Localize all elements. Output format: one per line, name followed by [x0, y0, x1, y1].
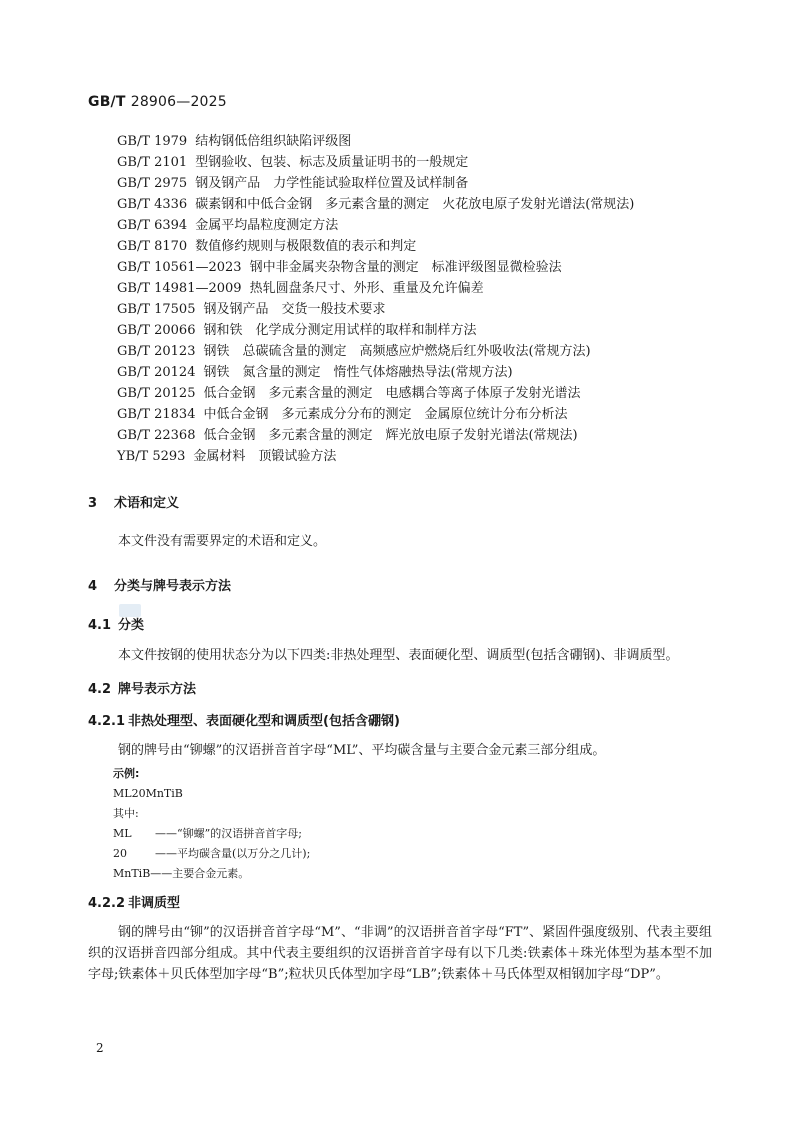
example-label: 示例:	[113, 767, 140, 780]
section-title: 非热处理型、表面硬化型和调质型(包括含硼钢)	[128, 714, 400, 729]
section-title: 牌号表示方法	[118, 682, 197, 697]
example-item-key: 20	[113, 847, 127, 860]
section-number: 4	[88, 579, 98, 594]
reference-item	[117, 152, 634, 173]
reference-title: 钢和铁 化学成分测定用试样的取样和制样方法	[203, 323, 477, 338]
reference-item	[117, 236, 634, 257]
reference-title: 型钢验收、包装、标志及质量证明书的一般规定	[195, 155, 469, 170]
reference-item	[117, 404, 634, 425]
section-number: 4.2	[88, 682, 112, 697]
section-title: 分类	[118, 618, 145, 633]
normative-references-list	[117, 131, 634, 467]
reference-code: GB/T 2101	[117, 155, 188, 170]
section-title: 非调质型	[128, 896, 181, 911]
section-number: 4.2.2	[88, 896, 126, 911]
reference-title: 金属平均晶粒度测定方法	[195, 218, 339, 233]
reference-title: 中低合金钢 多元素成分分布的测定 金属原位统计分布分析法	[203, 407, 568, 422]
example-item	[113, 864, 249, 884]
section-3-text: 本文件没有需要界定的术语和定义。	[118, 534, 327, 549]
reference-item	[117, 425, 634, 446]
example-item	[113, 824, 302, 844]
example-item-key: MnTiB	[113, 867, 151, 880]
reference-code: GB/T 14981—2009	[117, 281, 242, 296]
reference-item	[117, 362, 634, 383]
example-item-desc: ——平均碳含量(以万分之几计);	[155, 847, 311, 860]
standard-number: 28906—2025	[130, 94, 227, 110]
reference-item	[117, 215, 634, 236]
reference-code: GB/T 20124	[117, 365, 196, 380]
reference-item	[117, 131, 634, 152]
reference-title: 热轧圆盘条尺寸、外形、重量及允许偏差	[249, 281, 484, 296]
reference-item	[117, 257, 634, 278]
section-4-2-2-text: 钢的牌号由“铆”的汉语拼音首字母“M”、“非调”的汉语拼音首字母“FT”、紧固件强度级别、代表主要组织的汉语拼音四部分组成。其中代表主要组织的汉语拼音首字母有以下几类:铁素体＋珠光体型为基本型不加字母;铁素体＋贝氏体型加字母“B”;粒状贝氏体型加字母“LB”;铁素体＋马氏体型双相钢加字母“DP”。	[88, 925, 712, 982]
section-number: 4.2.1	[88, 714, 126, 729]
standard-prefix: GB/T	[88, 94, 126, 110]
section-title: 分类与牌号表示方法	[114, 579, 232, 594]
reference-item	[117, 383, 634, 404]
section-4-2-1-heading	[88, 710, 400, 729]
reference-title: 钢铁 氮含量的测定 惰性气体熔融热导法(常规方法)	[203, 365, 513, 380]
reference-code: GB/T 22368	[117, 428, 196, 443]
reference-title: 碳素钢和中低合金钢 多元素含量的测定 火花放电原子发射光谱法(常规法)	[195, 197, 635, 212]
reference-item	[117, 341, 634, 362]
reference-title: 结构钢低倍组织缺陷评级图	[195, 134, 352, 149]
section-4-heading	[88, 575, 231, 594]
document-header	[88, 94, 227, 110]
reference-title: 钢中非金属夹杂物含量的测定 标准评级图显微检验法	[249, 260, 562, 275]
section-title: 术语和定义	[114, 496, 180, 511]
reference-code: GB/T 10561—2023	[117, 260, 242, 275]
reference-title: 钢铁 总碳硫含量的测定 高频感应炉燃烧后红外吸收法(常规方法)	[203, 344, 591, 359]
section-4-2-1-text: 钢的牌号由“铆螺”的汉语拼音首字母“ML”、平均碳含量与主要合金元素三部分组成。	[118, 743, 606, 758]
example-item-desc: ——“铆螺”的汉语拼音首字母;	[155, 827, 302, 840]
example-item-desc: ——主要合金元素。	[150, 867, 250, 880]
reference-code: GB/T 20125	[117, 386, 196, 401]
reference-code: GB/T 4336	[117, 197, 188, 212]
example-value: ML20MnTiB	[113, 787, 183, 800]
reference-item	[117, 320, 634, 341]
reference-code: GB/T 21834	[117, 407, 196, 422]
section-number: 3	[88, 496, 98, 511]
reference-title: 钢及钢产品 力学性能试验取样位置及试样制备	[195, 176, 469, 191]
section-4-2-2-heading	[88, 892, 180, 911]
section-4-1-text: 本文件按钢的使用状态分为以下四类:非热处理型、表面硬化型、调质型(包括含硼钢)、非调质型。	[118, 648, 679, 663]
reference-title: 钢及钢产品 交货一般技术要求	[203, 302, 386, 317]
section-3-heading	[88, 492, 179, 511]
reference-code: GB/T 20123	[117, 344, 196, 359]
section-4-1-heading	[88, 614, 144, 633]
reference-title: 低合金钢 多元素含量的测定 辉光放电原子发射光谱法(常规法)	[203, 428, 578, 443]
reference-item	[117, 446, 634, 467]
reference-item	[117, 173, 634, 194]
page-number: 2	[96, 1041, 104, 1055]
reference-item	[117, 278, 634, 299]
example-item	[113, 844, 310, 864]
reference-code: GB/T 17505	[117, 302, 196, 317]
reference-item	[117, 299, 634, 320]
reference-code: GB/T 8170	[117, 239, 188, 254]
section-4-2-heading	[88, 678, 196, 697]
reference-code: GB/T 2975	[117, 176, 188, 191]
reference-code: GB/T 6394	[117, 218, 188, 233]
example-where: 其中:	[113, 807, 139, 820]
reference-item	[117, 194, 634, 215]
reference-code: GB/T 20066	[117, 323, 196, 338]
section-number: 4.1	[88, 618, 112, 633]
reference-code: GB/T 1979	[117, 134, 188, 149]
reference-code: YB/T 5293	[117, 449, 186, 464]
example-item-key: ML	[113, 827, 132, 840]
reference-title: 低合金钢 多元素含量的测定 电感耦合等离子体原子发射光谱法	[203, 386, 581, 401]
reference-title: 金属材料 顶锻试验方法	[193, 449, 337, 464]
reference-title: 数值修约规则与极限数值的表示和判定	[195, 239, 417, 254]
